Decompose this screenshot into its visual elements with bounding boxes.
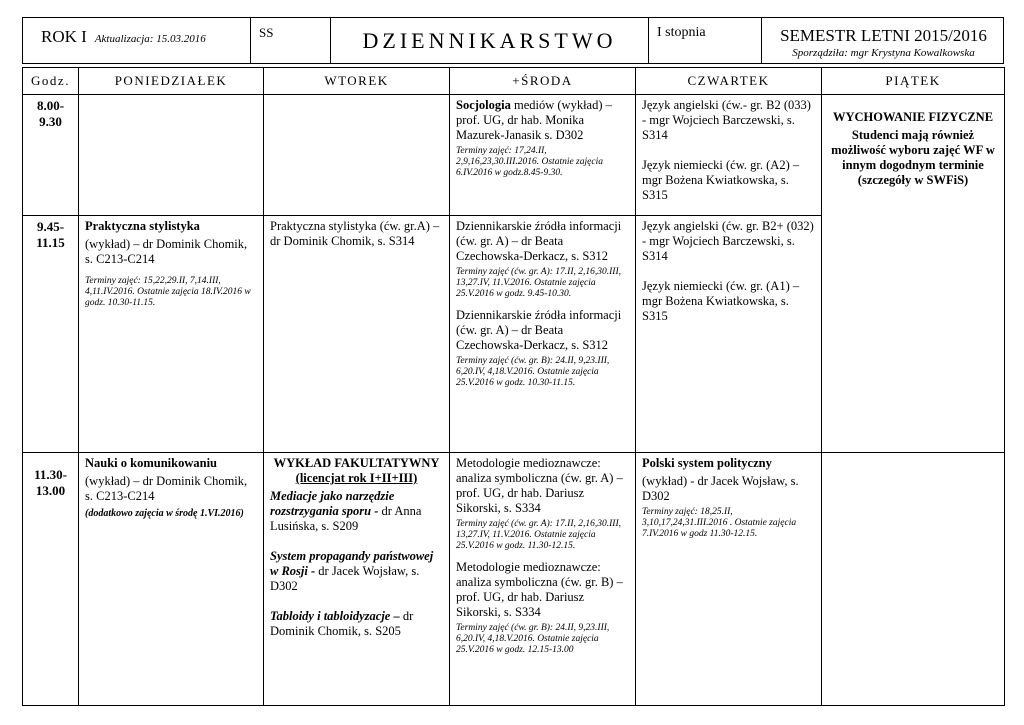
schedule-header <box>22 17 1004 64</box>
thursday-slot-2 <box>636 216 822 453</box>
class-entry: Dziennikarskie źródła informacji (ćw. gr. A) – dr Beata Czechowska-Derkacz, s. S312 <box>456 308 622 352</box>
study-level: I stopnia <box>657 25 706 40</box>
col-thursday: CZWARTEK <box>636 68 822 95</box>
col-friday: PIĄTEK <box>822 68 1005 95</box>
class-entry: Mediacje jako narzędzie rozstrzygania sporu - dr Anna Lusińska, s. S209 <box>270 489 422 533</box>
class-entry: Język niemiecki (ćw. gr. (A1) – mgr Bożena Kwiatkowska, s. S315 <box>642 279 800 323</box>
monday-slot-2 <box>79 216 264 453</box>
monday-slot-1 <box>79 95 264 216</box>
semester-label: SEMESTR LETNI 2015/2016 <box>780 26 987 45</box>
class-entry: Metodologie medioznawcze: analiza symboliczna (ćw. gr. A) – prof. UG, dr hab. Dariusz Sikorski, s. S334 <box>456 456 623 515</box>
time-slot-2: 9.45- 11.15 <box>23 216 79 453</box>
header-year-cell <box>23 18 251 63</box>
wednesday-slot-1 <box>450 95 636 216</box>
elective-subheading: (licencjat rok I+II+III) <box>295 471 418 485</box>
class-entry: Język angielski (ćw.- gr. B2 (033) - mgr Wojciech Barczewski, s. S314 <box>642 98 811 142</box>
class-dates-note: Terminy zajęć (ćw. gr. A): 17.II, 2,16,30.III, 13,27.IV, 11.V.2016. Ostatnie zajęcia 25.V.2016 w godz. 11.30-12.15. <box>456 519 621 551</box>
class-entry: (wykład) – dr Dominik Chomik, s. C213-C214 <box>85 237 248 266</box>
class-dates-note: Terminy zajęć: 15,22,29.II, 7,14.III, 4,11.IV.2016. Ostatnie zajęcia 18.IV.2016 w godz. 10.30-11.15. <box>85 276 251 308</box>
class-dates-note: Terminy zajęć: 18,25.II, 3,10,17,24,31.III.2016 . Ostatnie zajęcia 7.IV.2016 w godz 11.30-12.15. <box>642 507 797 539</box>
pe-title: WYCHOWANIE FIZYCZNE <box>832 110 994 124</box>
class-title: Nauki o komunikowaniu <box>85 456 218 470</box>
header-title-cell <box>331 18 649 63</box>
time-slot-3: 11.30- 13.00 <box>23 453 79 706</box>
class-dates-note: Terminy zajęć (ćw. gr. B): 24.II, 9,23.III, 6,20.IV, 4,18.V.2016. Ostatnie zajęcia 25.V.2016 w godz. 12.15-13.00 <box>456 623 610 655</box>
header-level-cell <box>649 18 762 63</box>
page-title: DZIENNIKARSTWO <box>362 28 617 53</box>
class-entry: (wykład) - dr Jacek Wojsław, s. D302 <box>642 474 799 503</box>
class-entry: Socjologia mediów (wykład) – prof. UG, dr hab. Monika Mazurek-Janasik s. D302 <box>456 98 612 142</box>
time-slot-1: 8.00- 9.30 <box>23 95 79 216</box>
tuesday-slot-1 <box>264 95 450 216</box>
class-dates-note: Terminy zajęć: 17,24.II, 2,9,16,23,30.III.2016. Ostatnie zajęcia 6.IV.2016 w godz.8.45-9.30. <box>456 146 603 178</box>
class-dates-note: Terminy zajęć (ćw. gr. B): 24.II, 9,23.III, 6,20.IV, 4,18.V.2016. Ostatnie zajęcia 25.V.2016 w godz. 10.30-11.15. <box>456 356 610 388</box>
timetable <box>22 67 1005 706</box>
class-title: Polski system polityczny <box>642 456 772 470</box>
monday-slot-3 <box>79 453 264 706</box>
col-monday: PONIEDZIAŁEK <box>79 68 264 95</box>
tuesday-slot-2 <box>264 216 450 453</box>
author-label: Sporządziła: mgr Krystyna Kowalkowska <box>792 47 975 59</box>
tuesday-slot-3 <box>264 453 450 706</box>
class-entry: Język niemiecki (ćw. gr. (A2) – mgr Bożena Kwiatkowska, s. S315 <box>642 158 800 202</box>
col-tuesday: WTOREK <box>264 68 450 95</box>
header-semester-cell <box>762 18 1005 63</box>
header-mode-cell <box>251 18 331 63</box>
elective-heading: WYKŁAD FAKULTATYWNY <box>273 456 440 470</box>
wednesday-slot-3 <box>450 453 636 706</box>
class-dates-note: (dodatkowo zajęcia w środę 1.VI.2016) <box>85 508 244 519</box>
update-date: Aktualizacja: 15.03.2016 <box>94 33 206 45</box>
friday-pe-block <box>822 95 1005 453</box>
class-entry: Język angielski (ćw. gr. B2+ (032) - mgr Wojciech Barczewski, s. S314 <box>642 219 814 263</box>
year-label: ROK I Aktualizacja: 15.03.2016 <box>41 27 206 46</box>
class-dates-note: Terminy zajęć (ćw. gr. A): 17.II, 2,16,30.III, 13,27.IV, 11.V.2016. Ostatnie zajęcia 25.V.2016 w godz. 9.45-10.30. <box>456 267 621 299</box>
thursday-slot-1 <box>636 95 822 216</box>
class-entry: Dziennikarskie źródła informacji (ćw. gr. A) – dr Beata Czechowska-Derkacz, s. S312 <box>456 219 622 263</box>
table-row <box>23 453 1005 706</box>
study-mode: SS <box>259 25 274 40</box>
pe-note: Studenci mają również możliwość wyboru zajęć WF w innym dogodnym terminie (szczegóły w SWFiS) <box>831 128 995 187</box>
col-wednesday: +ŚRODA <box>450 68 636 95</box>
class-entry: System propagandy państwowej w Rosji - dr Jacek Wojsław, s. D302 <box>270 549 434 593</box>
class-entry: (wykład) – dr Dominik Chomik, s. C213-C214 <box>85 474 248 503</box>
table-row <box>23 95 1005 216</box>
friday-slot-3 <box>822 453 1005 706</box>
wednesday-slot-2 <box>450 216 636 453</box>
class-entry: Metodologie medioznawcze: analiza symboliczna (ćw. gr. B) – prof. UG, dr hab. Dariusz Sikorski, s. S334 <box>456 560 623 619</box>
col-hours: Godz. <box>23 68 79 95</box>
class-entry: Tabloidy i tabloidyzacje – dr Dominik Chomik, s. S205 <box>270 609 414 638</box>
column-header-row <box>23 68 1005 95</box>
class-entry: Praktyczna stylistyka (ćw. gr.A) – dr Dominik Chomik, s. S314 <box>270 219 440 248</box>
class-title: Praktyczna stylistyka <box>85 219 200 233</box>
thursday-slot-3 <box>636 453 822 706</box>
